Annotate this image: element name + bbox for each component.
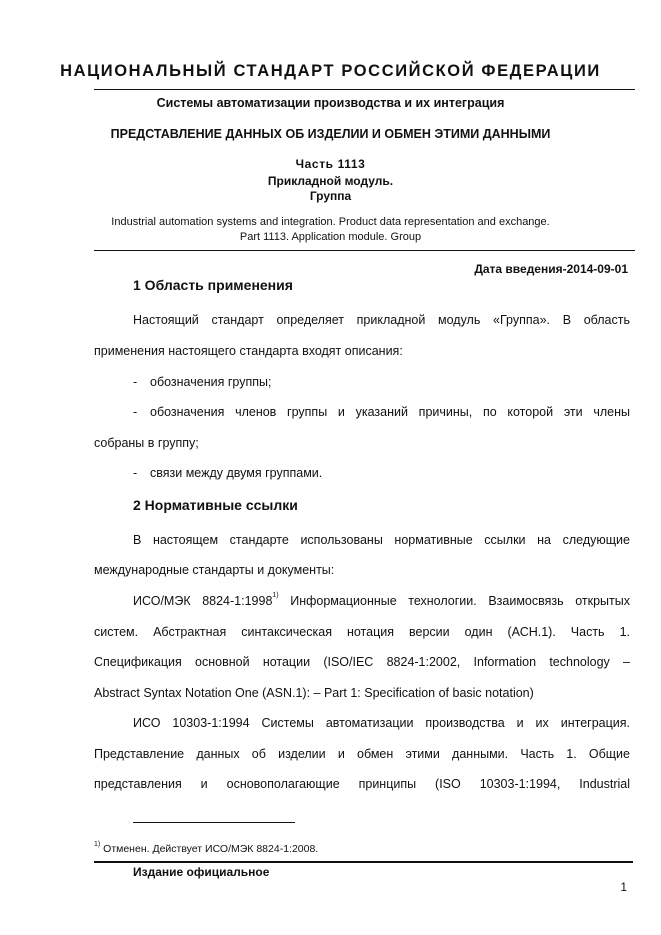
introduction-date: Дата введения-2014-09-01 (474, 262, 628, 276)
reference-2-line-3: представления и основополагающие принципы (ISO 10303-1:1994, Industrial (94, 777, 630, 791)
footnote-number: 1) (94, 841, 101, 848)
section-1-paragraph-line-2: применения настоящего стандарта входят описания: (94, 344, 403, 358)
section-1-heading: 1 Область применения (133, 277, 293, 293)
footnote (94, 843, 318, 855)
reference-1-title: Информационные технологии. Взаимосвязь открытых (278, 594, 630, 608)
section-2-heading: 2 Нормативные ссылки (133, 497, 298, 513)
module-name: Группа (309, 189, 352, 203)
reference-1-line-2: систем. Абстрактная синтаксическая нотация версии один (АСН.1). Часть 1. (94, 625, 630, 639)
reference-1-line-4: Abstract Syntax Notation One (ASN.1): – Part 1: Specification of basic notation) (94, 686, 534, 700)
bullet-dash: - (133, 405, 138, 419)
reference-1-code: ИСО/МЭК 8824-1:1998 (133, 594, 273, 608)
section-2-intro-line-2: международные стандарты и документы: (94, 563, 335, 577)
header-rule (94, 250, 635, 251)
reference-1-line-3: Спецификация основной нотации (ISO/IEC 8824-1:2002, Information technology – (94, 655, 630, 669)
english-title-line-1: Industrial automation systems and integration. Product data representation and exchange. (111, 216, 550, 228)
bullet-text: обозначения членов группы и указаний причины, по которой эти члены (150, 405, 630, 419)
english-title-line-2: Part 1113. Application module. Group (239, 231, 422, 243)
section-2-intro-line-1: В настоящем стандарте использованы нормативные ссылки на следующие (133, 533, 630, 547)
series-title: Системы автоматизации производства и их интеграция (156, 96, 505, 110)
list-item (133, 466, 322, 480)
footnote-separator (133, 822, 295, 823)
footnote-text: Отменен. Действует ИСО/МЭК 8824-1:2008. (100, 843, 319, 855)
page-number: 1 (620, 880, 627, 894)
module-label: Прикладной модуль. (267, 174, 394, 188)
official-edition-label: Издание официальное (133, 865, 270, 879)
main-title: ПРЕДСТАВЛЕНИЕ ДАННЫХ ОБ ИЗДЕЛИИ И ОБМЕН ЭТИМИ ДАННЫМИ (110, 127, 551, 141)
title-rule (94, 89, 635, 90)
footer-rule (94, 861, 633, 863)
bullet-text: обозначения группы; (150, 375, 272, 389)
list-item (133, 375, 271, 389)
bullet-text: связи между двумя группами. (150, 466, 323, 480)
bullet-dash: - (133, 466, 138, 480)
bullet-continuation: собраны в группу; (94, 436, 199, 450)
section-1-paragraph-line-1: Настоящий стандарт определяет прикладной модуль «Группа». В область (133, 313, 630, 327)
reference-1-line-1 (133, 594, 630, 610)
reference-2-line-1: ИСО 10303-1:1994 Системы автоматизации производства и их интеграция. (133, 716, 630, 730)
reference-2-line-2: Представление данных об изделии и обмен этими данными. Часть 1. Общие (94, 747, 630, 761)
part-number: Часть 1113 (295, 157, 366, 171)
footnote-marker: 1) (272, 592, 279, 599)
list-item (133, 405, 630, 419)
document-title: НАЦИОНАЛЬНЫЙ СТАНДАРТ РОССИЙСКОЙ ФЕДЕРАЦИИ (60, 62, 601, 80)
bullet-dash: - (133, 375, 138, 389)
